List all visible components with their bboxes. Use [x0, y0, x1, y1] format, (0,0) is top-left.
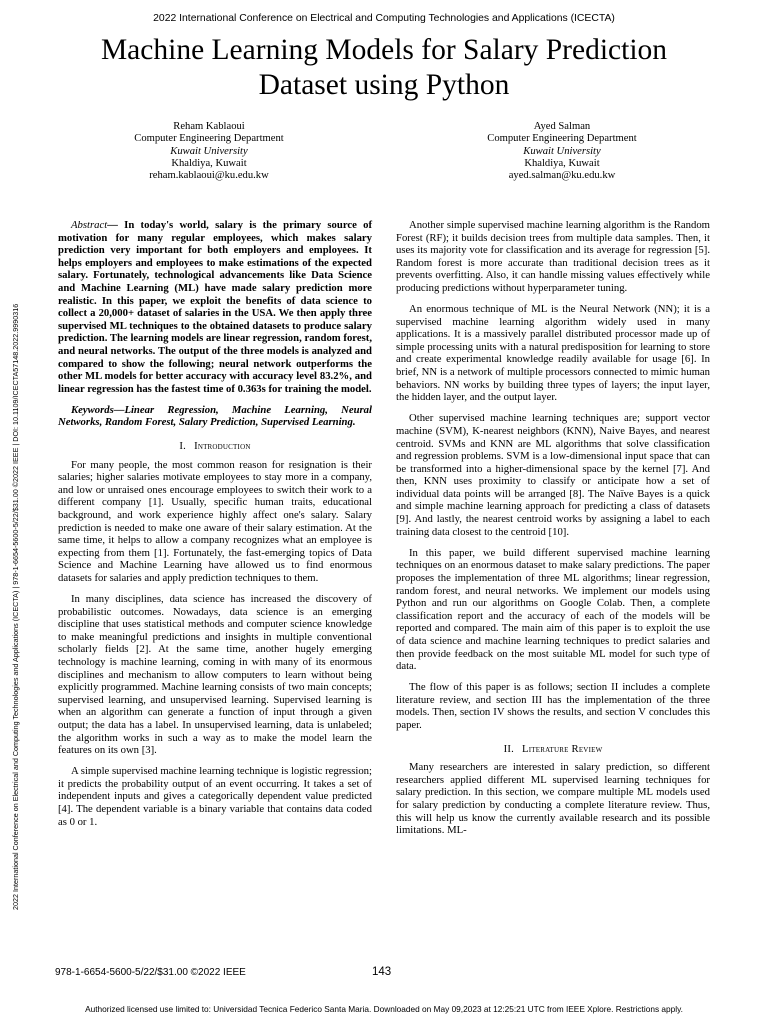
abstract-text: In today's world, salary is the primary source of motivation for many regular employees, which makes salary prediction very important for both employers and employees. It helps employers and employees to make estimations of the expected salary. Fortunately, technological advancements like Data Science and Machine Learning (ML) have made salary prediction more realistic. In this paper, we exploit the benefits of data science to collect a 20,000+ dataset of salaries in the USA. We then apply three supervised ML techniques to the obtained datasets to produce salary prediction. The learning models are linear regression, random forest, and neural networks. The output of the three models is analyzed and compared to show the following; neural network outperforms the other ML models for better accuracy with accuracy level 83.2%, and linear regression has the fastest time of 0.363s for training the model.: [58, 219, 373, 395]
section-number: I.: [179, 440, 187, 452]
literature-paragraph-1: Many researchers are interested in salary prediction, so different researchers applied different ML supervised learning techniques for salary prediction. In this section, we compare multiple ML models used for salary prediction by conducting a complete literature review. Thus, this will help us know the currently available research and its possible limitations. ML-: [396, 761, 710, 837]
left-column: [58, 219, 372, 837]
intro-paragraph-3: A simple supervised machine learning technique is logistic regression; it predicts the probability output of an event occurring. It takes a set of independent inputs and gives a categorically dependent value predicted [4]. The dependent variable is a binary variable that contains data coded as 0 or 1.: [58, 765, 372, 828]
paper-title-line-1: Machine Learning Models for Salary Prediction: [100, 34, 668, 66]
conference-header: 2022 International Conference on Electrical and Computing Technologies and Applications (ICECTA): [153, 13, 615, 24]
intro-paragraph-8: The flow of this paper is as follows; section II includes a complete literature review, and section III has the implementation of the three models. Then, section IV shows the results, and section V concludes this paper.: [396, 681, 710, 731]
footer-copyright: 978-1-6654-5600-5/22/$31.00 ©2022 IEEE: [55, 967, 246, 978]
author-university: Kuwait University: [523, 145, 601, 157]
keywords-text: —Linear Regression, Machine Learning, Neural Networks, Random Forest, Salary Prediction, Supervised Learning.: [58, 403, 372, 429]
author-department: Computer Engineering Department: [134, 133, 284, 145]
keywords: [58, 404, 372, 429]
page-number: 143: [372, 966, 392, 978]
intro-paragraph-7: In this paper, we build different supervised machine learning techniques on an enormous dataset to make salary predictions. The paper proposes the implementation of three ML algorithms; linear regression, random forest, and neural networks. We implement our models using Python and run our algorithms on Google Colab. Then, a complete classification report and the accuracy of each of the models will be reported and compared. The main aim of this paper is to exploit the use of data science and machine learning techniques to predict salaries and then provide feedback on the most suitable ML model for such type of data.: [396, 546, 710, 673]
right-column: [396, 219, 710, 845]
intro-paragraph-4: Another simple supervised machine learning algorithm is the Random Forest (RF); it builds decision trees from multiple data samples. Then, it uses its majority vote for classification and its average for regression [5]. Random forest is more accurate than traditional decision trees as it prevents overfitting. Also, it can handle missing values effectively while producing predictions without hyperparameter tuning.: [396, 219, 710, 294]
paper-title-line-2: Dataset using Python: [258, 69, 510, 101]
paper-title: [40, 33, 728, 103]
section-heading-literature-review: [396, 743, 710, 756]
author-block-1: [89, 121, 329, 182]
side-citation-note: 2022 International Conference on Electrical and Computing Technologies and Applications (ICECTA) | 978-1-6654-5600-5/22/$31.00 ©2022 IEEE | DOI: 10.1109/ICECTA57148.2022.9990316: [11, 303, 20, 910]
author-university: Kuwait University: [170, 145, 248, 157]
author-location: Khaldiya, Kuwait: [524, 157, 600, 169]
section-heading-introduction: [58, 440, 372, 453]
abstract: [58, 219, 372, 395]
intro-paragraph-5: An enormous technique of ML is the Neural Network (NN); it is a supervised machine learning algorithm widely used in many applications. It is a massively parallel distributed processor made up of simple processing units with a natural predisposition for learning to store and create experimental knowledge readily available for usage [6]. In brief, NN is a network of multiple processors connected to mimic human behaviors. NN works by building three types of layers; the input layer, the hidden layer, and the output layer.: [396, 303, 710, 404]
author-email: reham.kablaoui@ku.edu.kw: [149, 170, 269, 182]
section-number: II.: [503, 742, 514, 755]
download-license-note: Authorized licensed use limited to: Universidad Tecnica Federico Santa Maria. Downloaded on May 09,2023 at 12:25:21 UTC from IEEE Xplore. Restrictions apply.: [85, 1004, 683, 1014]
author-block-2: [442, 121, 682, 182]
author-department: Computer Engineering Department: [487, 133, 637, 145]
keywords-label: Keywords: [71, 403, 114, 416]
author-location: Khaldiya, Kuwait: [171, 157, 247, 169]
abstract-label: Abstract: [71, 219, 108, 231]
abstract-dash: —: [107, 219, 118, 231]
section-title: Introduction: [194, 440, 251, 452]
intro-paragraph-1: For many people, the most common reason for resignation is their salaries; higher salaries motivate employees to stay more in a company, and low or unraised ones encourage employees to switch their work to a different company [1]. Usually, specific human traits, educational background, and work experience highly affect one's salary. Salary prediction is needed to make one aware of their salary estimation. At the same time, it helps to allow a company recognizes what an employee is expecting from them [1]. Fortunately, the fast-emerging topics of Data Science and Machine Learning have allowed us to find enormous datasets for salaries and apply prediction techniques to them.: [58, 458, 372, 584]
author-name: Ayed Salman: [533, 121, 591, 132]
author-email: ayed.salman@ku.edu.kw: [508, 170, 616, 182]
intro-paragraph-6: Other supervised machine learning techniques are; support vector machine (SVM), K-nearest neighbors (KNN), Naive Bayes, and nearest centroid. SVMs and KNN are ML algorithms that solve classification and regression problems. SVM is a low-dimensional input space that can be transformed into a higher-dimensional space by the kernel [7]. And then, KNN uses proximity to classify or anticipate how a set of individual data points will be arranged [8]. The Naïve Bayes is a quick and simple machine learning approach for predicting a class of datasets [9]. And lastly, the nearest centroid works by assigning a label to each training data closest to the centroid [10].: [396, 412, 710, 538]
author-name: Reham Kablaoui: [173, 121, 245, 132]
section-title: Literature Review: [522, 742, 603, 755]
intro-paragraph-2: In many disciplines, data science has increased the discovery of probabilistic outcomes. Nowadays, data science is an emerging discipline that uses statistical methods and computer science knowledge to make meaningful predictions and insights in multiple conventional scholarly fields [2]. At the same time, another hugely emerging technology is machine learning, coming in with many of its enormous disciplines and mechanism to allow computers to learn without being explicitly programmed. Machine learning consists of two main concepts; supervised learning, and unsupervised learning. Supervised learning is when an algorithm can generate a function of input through a given output; the data has a label. In unsupervised learning, data is unlabeled; the algorithm works in such a way as to make the model learn the features on its own [3].: [58, 593, 372, 757]
